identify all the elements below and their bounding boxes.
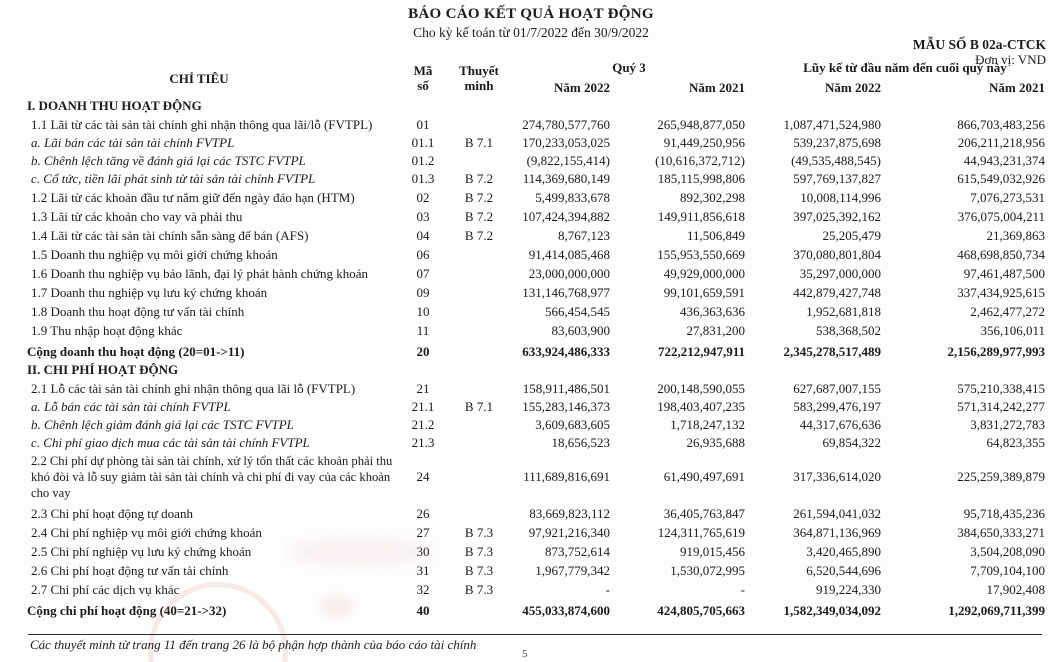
row-label: c. Chi phí giao dịch mua các tài sản tài chính FVTPL: [31, 435, 310, 450]
row-value-ytd-2022: (49,535,488,545): [791, 153, 881, 168]
row-value-ytd-2021: 2,156,289,977,993: [947, 344, 1045, 359]
row-value-ytd-2021: 356,106,011: [980, 323, 1045, 338]
row-note: [448, 339, 510, 360]
row-value-q3-2022: 455,033,874,600: [522, 603, 610, 618]
row-code: 27: [416, 525, 430, 540]
row-code: [398, 96, 448, 114]
report-header: [0, 0, 1062, 41]
row-value-q3-2022: 274,780,577,760: [522, 117, 610, 132]
row-note: [448, 244, 510, 263]
row-value-ytd-2022: 35,297,000,000: [799, 266, 881, 281]
column-header-criteria: CHỈ TIÊU: [169, 70, 229, 86]
table-row: [0, 151, 1062, 169]
row-value-ytd-2022: 3,420,465,890: [806, 544, 881, 559]
currency-unit: Đơn vị: VND: [975, 52, 1046, 67]
row-label: 1.4 Lãi từ các tài sản tài chính sẵn sàng để bán (AFS): [31, 228, 309, 243]
row-value-q3-2021: 49,929,000,000: [663, 266, 745, 281]
row-value-q3-2021: 1,718,247,132: [670, 417, 745, 432]
row-value-q3-2021: 722,212,947,911: [657, 344, 745, 359]
table-row: [0, 244, 1062, 263]
row-value-q3-2021: 155,953,550,669: [657, 247, 745, 262]
column-header-ytd-2021: Năm 2021: [989, 80, 1045, 95]
table-row: [0, 187, 1062, 206]
row-value-q3-2022: 114,369,680,149: [522, 171, 610, 186]
row-value-q3-2022: 158,911,486,501: [522, 381, 610, 396]
row-code: 30: [416, 544, 430, 559]
row-code: 10: [416, 304, 430, 319]
row-value-q3-2022: 633,924,486,333: [522, 344, 610, 359]
row-label: Cộng chi phí hoạt động (40=21->32): [27, 603, 227, 618]
row-value-ytd-2021: 17,902,408: [986, 582, 1045, 597]
row-note: [448, 96, 510, 114]
row-code: 40: [416, 603, 430, 618]
row-note: [448, 433, 510, 451]
row-value-ytd-2022: 317,336,614,020: [793, 469, 881, 484]
row-note: [448, 151, 510, 169]
table-row: [0, 579, 1062, 598]
row-value-ytd-2021: [884, 96, 1062, 114]
table-row: [0, 282, 1062, 301]
row-label: b. Chênh lệch tăng về đánh giá lại các TSTC FVTPL: [31, 153, 306, 168]
row-value-q3-2021: 1,530,072,995: [670, 563, 745, 578]
row-value-ytd-2022: [748, 360, 884, 378]
row-code: 21.2: [411, 417, 435, 432]
row-value-q3-2022: 873,752,614: [545, 544, 610, 559]
table-row: [0, 320, 1062, 339]
row-value-q3-2021: 91,449,250,956: [663, 135, 745, 150]
row-value-ytd-2022: 25,205,479: [822, 228, 881, 243]
row-label: 2.3 Chi phí hoạt động tự doanh: [31, 506, 193, 521]
row-value-q3-2021: (10,616,372,712): [655, 153, 745, 168]
table-row: [0, 378, 1062, 397]
row-code: 07: [416, 266, 430, 281]
row-value-ytd-2022: 1,087,471,524,980: [783, 117, 881, 132]
row-value-ytd-2021: 3,831,272,783: [970, 417, 1045, 432]
row-value-q3-2022: 170,233,053,025: [522, 135, 610, 150]
row-value-ytd-2022: [748, 96, 884, 114]
row-code: 06: [416, 247, 430, 262]
row-value-ytd-2021: 384,650,333,271: [957, 525, 1045, 540]
row-value-ytd-2021: 21,369,863: [986, 228, 1045, 243]
row-value-q3-2021: 27,831,200: [686, 323, 745, 338]
income-statement-table: [0, 60, 1062, 619]
row-value-q3-2021: 198,403,407,235: [657, 399, 745, 414]
row-value-q3-2021: 200,148,590,055: [657, 381, 745, 396]
row-value-q3-2022: 8,767,123: [558, 228, 610, 243]
row-note: [448, 378, 510, 397]
row-value-ytd-2021: 3,504,208,090: [970, 544, 1045, 559]
row-value-ytd-2022: 583,299,476,197: [793, 399, 881, 414]
stamp-smudge: [285, 538, 435, 566]
row-value-q3-2022: 3,609,683,605: [535, 417, 610, 432]
table-row: [0, 397, 1062, 415]
report-title: BÁO CÁO KẾT QUẢ HOẠT ĐỘNG: [408, 6, 654, 22]
table-row: [0, 451, 1062, 503]
row-value-q3-2022: 111,689,816,691: [523, 469, 610, 484]
row-label: 2.2 Chi phí dự phòng tài sản tài chính, xử lý tổn thất các khoản phải thu khó đòi và lỗ suy giảm tài sản tài chính và chi phí đi vay của các khoản cho vay: [31, 454, 393, 500]
row-code: 26: [416, 506, 430, 521]
row-value-q3-2021: 149,911,856,618: [657, 209, 745, 224]
row-value-q3-2022: [510, 360, 612, 378]
row-note: [448, 451, 510, 503]
row-value-q3-2021: 424,805,705,663: [657, 603, 745, 618]
row-note: B 7.1: [464, 399, 494, 414]
row-value-ytd-2022: 597,769,137,827: [793, 171, 881, 186]
row-value-ytd-2022: 364,871,136,969: [793, 525, 881, 540]
row-note: [448, 415, 510, 433]
row-value-q3-2021: 265,948,877,050: [657, 117, 745, 132]
row-code: 32: [416, 582, 430, 597]
column-header-note: [448, 60, 510, 96]
row-value-ytd-2021: 615,549,032,926: [957, 171, 1045, 186]
row-value-q3-2022: 83,603,900: [551, 323, 610, 338]
row-label: Cộng doanh thu hoạt động (20=01->11): [27, 344, 245, 359]
row-value-ytd-2022: 539,237,875,698: [793, 135, 881, 150]
row-value-ytd-2021: 64,823,355: [986, 435, 1045, 450]
row-value-ytd-2021: 7,076,273,531: [970, 190, 1045, 205]
row-value-q3-2021: [612, 96, 748, 114]
row-label: 2.6 Chi phí hoạt động tư vấn tài chính: [31, 563, 229, 578]
row-code: 04: [416, 228, 430, 243]
row-value-ytd-2022: 919,224,330: [816, 582, 881, 597]
row-value-q3-2022: 83,669,823,112: [529, 506, 610, 521]
row-value-q3-2021: -: [740, 582, 745, 597]
row-value-q3-2022: 23,000,000,000: [528, 266, 610, 281]
column-header-q3-2021: Năm 2021: [689, 80, 745, 95]
row-value-ytd-2022: 1,582,349,034,092: [783, 603, 881, 618]
row-value-ytd-2021: 95,718,435,236: [963, 506, 1045, 521]
row-value-ytd-2021: 44,943,231,374: [963, 153, 1045, 168]
row-label: I. DOANH THU HOẠT ĐỘNG: [27, 98, 202, 113]
row-label: 1.5 Doanh thu nghiệp vụ môi giới chứng khoán: [31, 247, 278, 262]
table-row: [0, 301, 1062, 320]
row-note: B 7.2: [464, 228, 494, 243]
row-value-q3-2022: -: [605, 582, 610, 597]
row-value-q3-2022: [510, 96, 612, 114]
table-row: [0, 503, 1062, 522]
row-note: B 7.3: [464, 563, 494, 578]
column-group-ytd: Lũy kế từ đầu năm đến cuối quý này: [803, 60, 1007, 75]
row-label: 1.2 Lãi từ các khoản đầu tư nắm giữ đến ngày đáo hạn (HTM): [31, 190, 355, 205]
table-row: [0, 133, 1062, 151]
row-value-q3-2022: 97,921,216,340: [528, 525, 610, 540]
row-value-ytd-2021: 1,292,069,711,399: [948, 603, 1045, 618]
table-row: [0, 225, 1062, 244]
row-label: c. Cổ tức, tiền lãi phát sinh từ tài sản tài chính FVTPL: [31, 171, 316, 186]
row-code: 31: [416, 563, 430, 578]
row-value-q3-2022: 566,454,545: [545, 304, 610, 319]
table-row: [0, 415, 1062, 433]
row-value-q3-2022: 91,414,085,468: [528, 247, 610, 262]
column-header-note-line2: minh: [464, 78, 494, 93]
row-label: 2.5 Chi phí nghiệp vụ lưu ký chứng khoán: [31, 544, 252, 559]
row-value-ytd-2022: 44,317,676,636: [799, 417, 881, 432]
row-code: 21.1: [411, 399, 435, 414]
row-value-q3-2022: 1,967,779,342: [535, 563, 610, 578]
row-code: 01.2: [411, 153, 435, 168]
row-value-q3-2022: 107,424,394,882: [522, 209, 610, 224]
row-label: 2.7 Chi phí các dịch vụ khác: [31, 582, 180, 597]
row-label: 1.9 Thu nhập hoạt động khác: [31, 323, 183, 338]
row-value-ytd-2022: 538,368,502: [816, 323, 881, 338]
row-value-ytd-2021: 571,314,242,277: [957, 399, 1045, 414]
row-value-ytd-2021: 225,259,389,879: [957, 469, 1045, 484]
row-value-ytd-2022: 627,687,007,155: [793, 381, 881, 396]
row-value-ytd-2021: 575,210,338,415: [957, 381, 1045, 396]
row-value-q3-2022: 131,146,768,977: [522, 285, 610, 300]
row-code: 09: [416, 285, 430, 300]
table-row: [0, 360, 1062, 378]
row-label: 2.1 Lỗ các tài sản tài chính ghi nhận thông qua lãi lỗ (FVTPL): [31, 381, 356, 396]
row-note: B 7.2: [464, 190, 494, 205]
row-value-ytd-2021: [884, 360, 1062, 378]
table-row: [0, 541, 1062, 560]
row-value-ytd-2021: 97,461,487,500: [963, 266, 1045, 281]
row-value-q3-2021: 11,506,849: [686, 228, 745, 243]
row-note: [448, 503, 510, 522]
row-code: 21.3: [411, 435, 435, 450]
row-code: 01.3: [411, 171, 435, 186]
row-value-ytd-2021: 337,434,925,615: [957, 285, 1045, 300]
table-row: [0, 339, 1062, 360]
column-header-code-line2: số: [417, 78, 429, 93]
report-period: Cho kỳ kế toán từ 01/7/2022 đến 30/9/2022: [413, 25, 649, 40]
row-value-ytd-2021: 468,698,850,734: [957, 247, 1045, 262]
row-value-ytd-2022: 370,080,801,804: [793, 247, 881, 262]
footer-note: Các thuyết minh từ trang 11 đến trang 26 là bộ phận hợp thành của báo cáo tài chính: [30, 637, 477, 652]
row-value-ytd-2022: 261,594,041,032: [793, 506, 881, 521]
row-value-q3-2021: 436,363,636: [680, 304, 745, 319]
row-note: B 7.2: [464, 209, 494, 224]
row-note: B 7.3: [464, 525, 494, 540]
table-row: [0, 522, 1062, 541]
row-value-ytd-2021: 206,211,218,956: [957, 135, 1045, 150]
row-value-ytd-2021: 866,703,483,256: [957, 117, 1045, 132]
page-number: 5: [522, 648, 528, 660]
row-label: 1.1 Lãi từ các tài sản tài chính ghi nhận thông qua lãi/lỗ (FVTPL): [31, 117, 373, 132]
row-note: [448, 301, 510, 320]
row-note: B 7.3: [464, 582, 494, 597]
row-note: [448, 598, 510, 619]
row-value-q3-2021: 61,490,497,691: [663, 469, 745, 484]
row-value-q3-2021: 124,311,765,619: [657, 525, 745, 540]
row-value-q3-2022: 18,656,523: [551, 435, 610, 450]
row-note: [448, 360, 510, 378]
row-code: 21: [416, 381, 430, 396]
row-value-q3-2021: 36,405,763,847: [663, 506, 745, 521]
row-code: 01: [416, 117, 430, 132]
row-value-q3-2021: 892,302,298: [680, 190, 745, 205]
row-note: [448, 114, 510, 133]
column-group-quarter: Quý 3: [612, 60, 646, 75]
row-label: 1.7 Doanh thu nghiệp vụ lưu ký chứng khoán: [31, 285, 268, 300]
row-value-ytd-2022: 442,879,427,748: [793, 285, 881, 300]
row-note: B 7.1: [464, 135, 494, 150]
table-row: [0, 169, 1062, 187]
row-value-q3-2021: 99,101,659,591: [663, 285, 745, 300]
row-code: 03: [416, 209, 430, 224]
row-code: 11: [416, 323, 430, 338]
column-header-code-line1: Mã: [413, 63, 433, 78]
row-label: II. CHI PHÍ HOẠT ĐỘNG: [27, 362, 179, 377]
row-label: a. Lỗ bán các tài sản tài chính FVTPL: [31, 399, 231, 414]
row-note: B 7.2: [464, 171, 494, 186]
row-note: [448, 320, 510, 339]
row-value-ytd-2022: 6,520,544,696: [806, 563, 881, 578]
row-label: b. Chênh lệch giảm đánh giá lại các TSTC FVTPL: [31, 417, 294, 432]
row-label: a. Lãi bán các tài sản tài chính FVTPL: [31, 135, 235, 150]
row-value-ytd-2022: 69,854,322: [822, 435, 881, 450]
row-value-q3-2022: (9,822,155,414): [526, 153, 610, 168]
table-row: [0, 433, 1062, 451]
row-code: 24: [416, 469, 430, 484]
form-number: MẪU SỐ B 02a-CTCK: [912, 37, 1046, 52]
row-value-q3-2022: 5,499,833,678: [535, 190, 610, 205]
row-value-ytd-2022: 397,025,392,162: [793, 209, 881, 224]
row-value-ytd-2021: 7,709,104,100: [970, 563, 1045, 578]
row-code: 02: [416, 190, 430, 205]
row-value-q3-2021: 919,015,456: [680, 544, 745, 559]
row-note: [448, 263, 510, 282]
row-value-q3-2021: [612, 360, 748, 378]
row-value-ytd-2021: 2,462,477,272: [970, 304, 1045, 319]
row-value-ytd-2022: 10,008,114,996: [800, 190, 881, 205]
row-code: 20: [416, 344, 430, 359]
row-value-q3-2021: 26,935,688: [686, 435, 745, 450]
column-header-ytd-2022: Năm 2022: [825, 80, 881, 95]
row-label: 2.4 Chi phí nghiệp vụ môi giới chứng khoán: [31, 525, 262, 540]
row-value-ytd-2021: 376,075,004,211: [957, 209, 1045, 224]
column-header-note-line1: Thuyết: [459, 63, 499, 78]
row-value-q3-2022: 155,283,146,373: [522, 399, 610, 414]
row-value-ytd-2022: 2,345,278,517,489: [783, 344, 881, 359]
row-code: [398, 360, 448, 378]
table-row: [0, 96, 1062, 114]
table-row: [0, 206, 1062, 225]
table-row: [0, 114, 1062, 133]
row-label: 1.6 Doanh thu nghiệp vụ bảo lãnh, đại lý phát hành chứng khoán: [31, 266, 369, 281]
column-header-code: [398, 60, 448, 96]
row-value-q3-2021: 185,115,998,806: [657, 171, 745, 186]
footer-divider: [28, 634, 1042, 635]
table-row: [0, 263, 1062, 282]
row-label: 1.3 Lãi từ các khoản cho vay và phải thu: [31, 209, 243, 224]
stamp-smudge: [320, 595, 354, 617]
row-value-ytd-2022: 1,952,681,818: [806, 304, 881, 319]
row-label: 1.8 Doanh thu hoạt động tư vấn tài chính: [31, 304, 245, 319]
row-code: 01.1: [411, 135, 435, 150]
column-header-q3-2022: Năm 2022: [554, 80, 610, 95]
row-note: [448, 282, 510, 301]
row-note: B 7.3: [464, 544, 494, 559]
table-row: [0, 560, 1062, 579]
